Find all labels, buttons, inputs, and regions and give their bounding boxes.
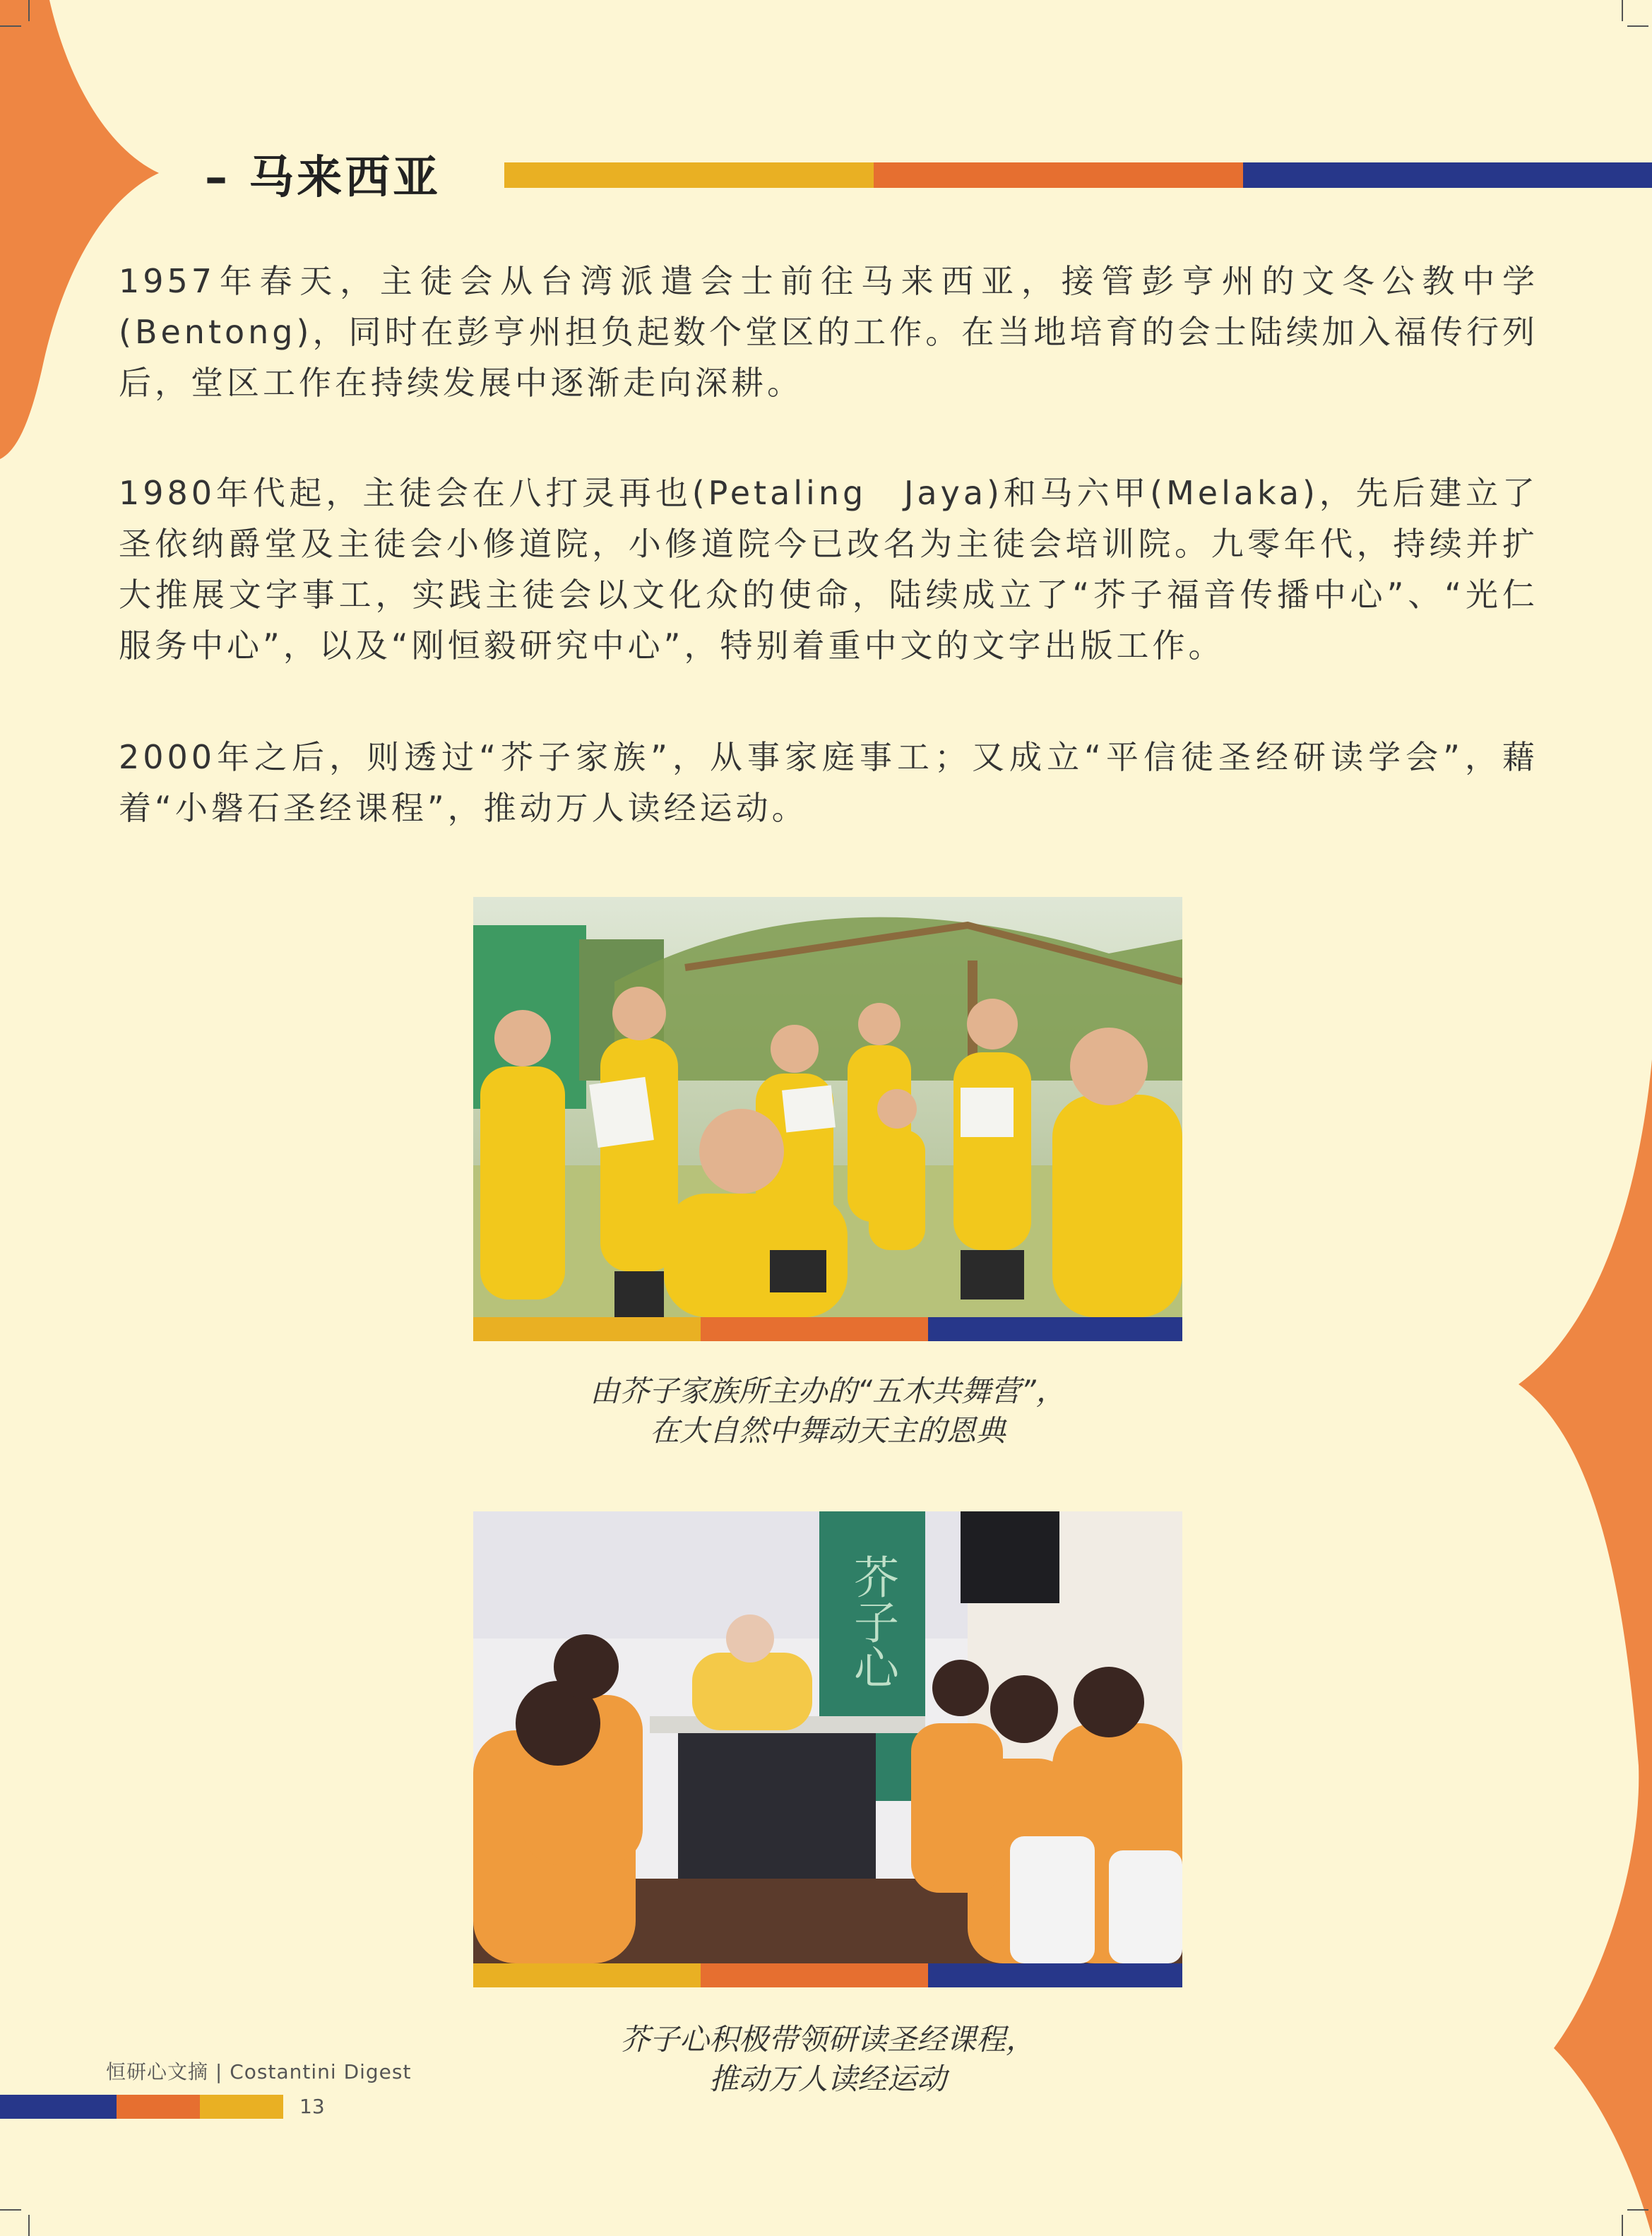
photo-2-strip-yellow — [473, 1963, 701, 1987]
photo-outdoor-camp — [473, 897, 1182, 1317]
photo-1-caption-line-1: 由芥子家族所主办的“五木共舞营”， — [590, 1374, 1066, 1408]
photo-1-strip-navy — [928, 1317, 1182, 1341]
section-title: – 马来西亚 — [205, 152, 441, 204]
photo-2-strip-navy — [928, 1963, 1182, 1987]
crop-mark — [0, 25, 21, 27]
photo-2-caption — [473, 2020, 1182, 2099]
crop-mark — [1622, 0, 1623, 21]
photo-2-caption-line-1: 芥子心积极带领研读圣经课程， — [619, 2022, 1035, 2057]
photo-1-caption — [473, 1372, 1182, 1451]
crop-mark — [28, 0, 30, 21]
photo-2-strip-orange — [701, 1963, 928, 1987]
photo-2-caption-line-2: 推动万人读经运动 — [708, 2062, 946, 2096]
photo-1-strip-orange — [701, 1317, 928, 1341]
paragraph-1957: 1957年春天，主徒会从台湾派遣会士前往马来西亚，接管彭亨州的文冬公教中学(Bentong)，同时在彭亨州担负起数个堂区的工作。在当地培育的会士陆续加入福传行列后，堂区工作在持续发展中逐渐走向深耕。 — [119, 262, 1538, 402]
paragraph-2000s: 2000年之后，则透过“芥子家族”，从事家庭事工；又成立“平信徒圣经研读学会”，藉着“小磐石圣经课程”，推动万人读经运动。 — [119, 738, 1538, 827]
footer-bar-navy — [0, 2095, 117, 2119]
footer-bar-orange — [117, 2095, 200, 2119]
publication-name: 恒研心文摘 | Costantini Digest — [106, 2060, 412, 2083]
banner-text: 芥子心 — [846, 1554, 898, 1689]
crop-mark — [1627, 2209, 1648, 2211]
paragraph-1980s: 1980年代起，主徒会在八打灵再也(Petaling Jaya)和马六甲(Melaka)，先后建立了圣依纳爵堂及主徒会小修道院，小修道院今已改名为主徒会培训院。九零年代，持续并扩大推展文字事工，实践主徒会以文化众的使命，陆续成立了“芥子福音传播中心”、“光仁服务中心”，以及“刚恒毅研究中心”，特别着重中文的文字出版工作。 — [119, 474, 1538, 665]
photo-1-caption-line-2: 在大自然中舞动天主的恩典 — [649, 1413, 1006, 1448]
crop-mark — [1627, 25, 1648, 27]
footer-bar-yellow — [200, 2095, 283, 2119]
photo-bible-class — [473, 1511, 1182, 1963]
crop-mark — [1622, 2215, 1623, 2236]
title-bar-yellow — [504, 162, 874, 188]
crop-mark — [28, 2215, 30, 2236]
title-bar-orange — [874, 162, 1243, 188]
title-bar-navy — [1243, 162, 1652, 188]
crop-mark — [0, 2209, 21, 2211]
page-number: 13 — [299, 2095, 325, 2118]
photo-1-strip-yellow — [473, 1317, 701, 1341]
